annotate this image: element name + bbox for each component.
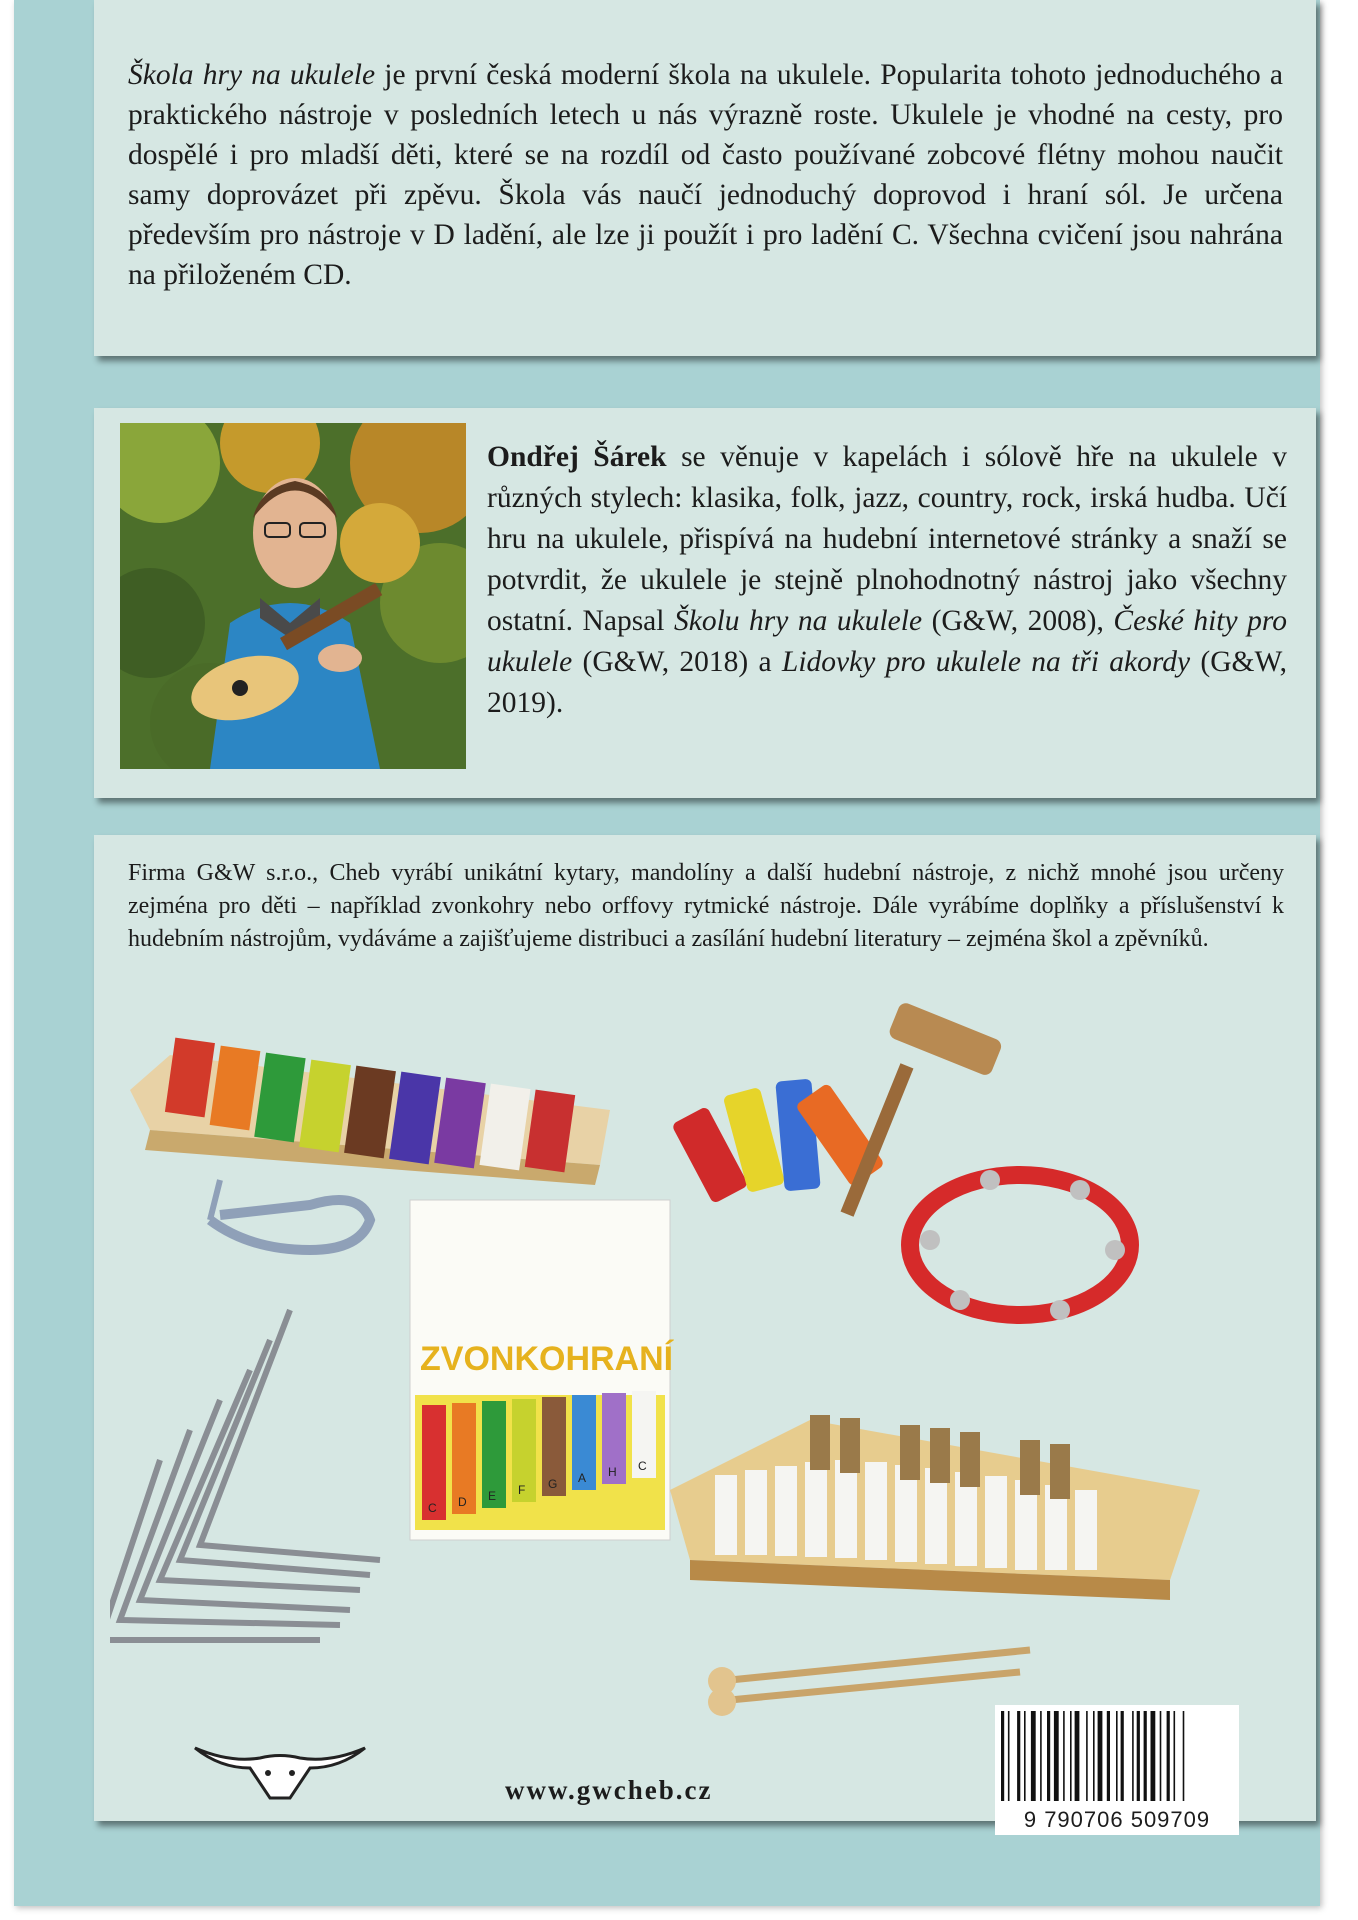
barcode-bar — [1116, 1711, 1118, 1801]
barcode-bar — [1160, 1711, 1162, 1801]
triangles-image — [110, 1310, 380, 1640]
firm-text: Firma G&W s.r.o., Cheb vyrábí unikátní kytary, mandolíny a další hudební nástroje, z nichž mnohé jsou určeny zejména pro děti – například zvonkohry nebo orffovy rytmické nástroje. Dále vyrábíme doplňky a příslušenství k hudebním nástrojům, vydáváme a zajišťujeme distribuci a zasílání hudební literatury – zejména škol a zpěvníků. — [128, 860, 1284, 952]
zvonkohra-key-letter: G — [548, 1477, 558, 1491]
zvonkohra-key-letter: D — [458, 1495, 467, 1509]
barcode-bar — [1024, 1711, 1026, 1801]
barcode-bar — [1107, 1711, 1110, 1801]
barcode-bar — [1086, 1711, 1088, 1801]
barcode-bar — [1075, 1711, 1080, 1801]
barcode-bar — [1047, 1711, 1050, 1801]
intro-body: je první česká moderní škola na ukulele. Popularita tohoto jednoduchého a praktického nástroje v posledních letech u nás výrazně roste. Ukulele je vhodné na cesty, pro dospělé i pro mladší děti, které se na rozdíl od často používané zobcové flétny mohou naučit samy doprovázet při zpěvu. Škola vás naučí jednoduchý doprovod i hraní sól. Je určena především pro nástroje v D ladění, ale lze ji použít i pro ladění C. Všechna cvičení jsou nahrána na přiloženém CD. — [128, 59, 1283, 291]
xylophone-image — [670, 1415, 1200, 1716]
barcode-bar — [1001, 1711, 1004, 1801]
author-bio — [487, 437, 1287, 724]
bio-text: (G&W, 2008), — [922, 605, 1114, 637]
author-name: Ondřej Šárek — [487, 441, 667, 473]
zvonkohra-key-letter: C — [428, 1501, 437, 1515]
barcode-bar — [1040, 1711, 1042, 1801]
zvonkohrani-package — [410, 1200, 675, 1540]
zvonkohra-key-letter: C — [638, 1459, 647, 1473]
barcode-bar — [1183, 1711, 1185, 1801]
zvonkohra-key-letter: H — [608, 1465, 617, 1479]
barcode-bar — [1167, 1711, 1170, 1801]
barcode-bar — [1121, 1711, 1124, 1801]
zvonkohra-key-letter: A — [578, 1471, 587, 1485]
barcode-bar — [1093, 1711, 1095, 1801]
barcode — [995, 1705, 1239, 1835]
barcode-bar — [1144, 1711, 1147, 1801]
barcode-bar — [1174, 1711, 1176, 1801]
barcode-bar — [1098, 1711, 1103, 1801]
book-title-3: Lidovky pro ukulele na tři akordy — [781, 646, 1191, 678]
website-url: www.gwcheb.cz — [505, 1775, 713, 1805]
barcode-number: 9 790706 509709 — [1023, 1807, 1211, 1832]
barcode-bar — [1031, 1711, 1036, 1801]
bio-text: (G&W, 2018) a — [572, 646, 782, 678]
instruments-illustration — [110, 1000, 1310, 1820]
barcode-bar — [1132, 1711, 1134, 1801]
book-title-1: Školu hry na ukulele — [673, 605, 923, 637]
barcode-bar — [1017, 1711, 1020, 1801]
ox-head-logo — [190, 1738, 370, 1808]
tambourine-image — [910, 1170, 1130, 1320]
barcode-bar — [1054, 1711, 1059, 1801]
bio-text: (G&W, 2019). — [487, 646, 1287, 719]
barcode-bar — [1151, 1711, 1156, 1801]
barcode-bar — [1070, 1711, 1072, 1801]
zvonkohra-key-letter: F — [518, 1483, 526, 1497]
glockenspiel-image — [130, 1038, 610, 1185]
book-title: Škola hry na ukulele — [128, 59, 376, 91]
barcode-bar — [1137, 1711, 1140, 1801]
book-title-2: České hity pro ukulele — [487, 605, 1287, 678]
package-brand: ZVONKOHRANÍ — [420, 1340, 674, 1378]
zvonkohra-key-letter: E — [488, 1489, 497, 1503]
jaw-harp-image — [210, 1180, 370, 1250]
barcode-bar — [1008, 1711, 1010, 1801]
author-photo — [120, 423, 466, 769]
barcode-bars — [995, 1705, 1239, 1805]
barcode-bar — [1063, 1711, 1065, 1801]
intro-text — [128, 55, 1283, 295]
bio-text: se věnuje v kapelách i sólově hře na ukulele v různých stylech: klasika, folk, jazz, country, rock, irská hudba. Učí hru na ukulele, přispívá na hudební internetové stránky a snaží se potvrdit, že ukulele je stejně plnohodnotný nástroj jako všechny ostatní. Napsal — [487, 441, 1287, 637]
